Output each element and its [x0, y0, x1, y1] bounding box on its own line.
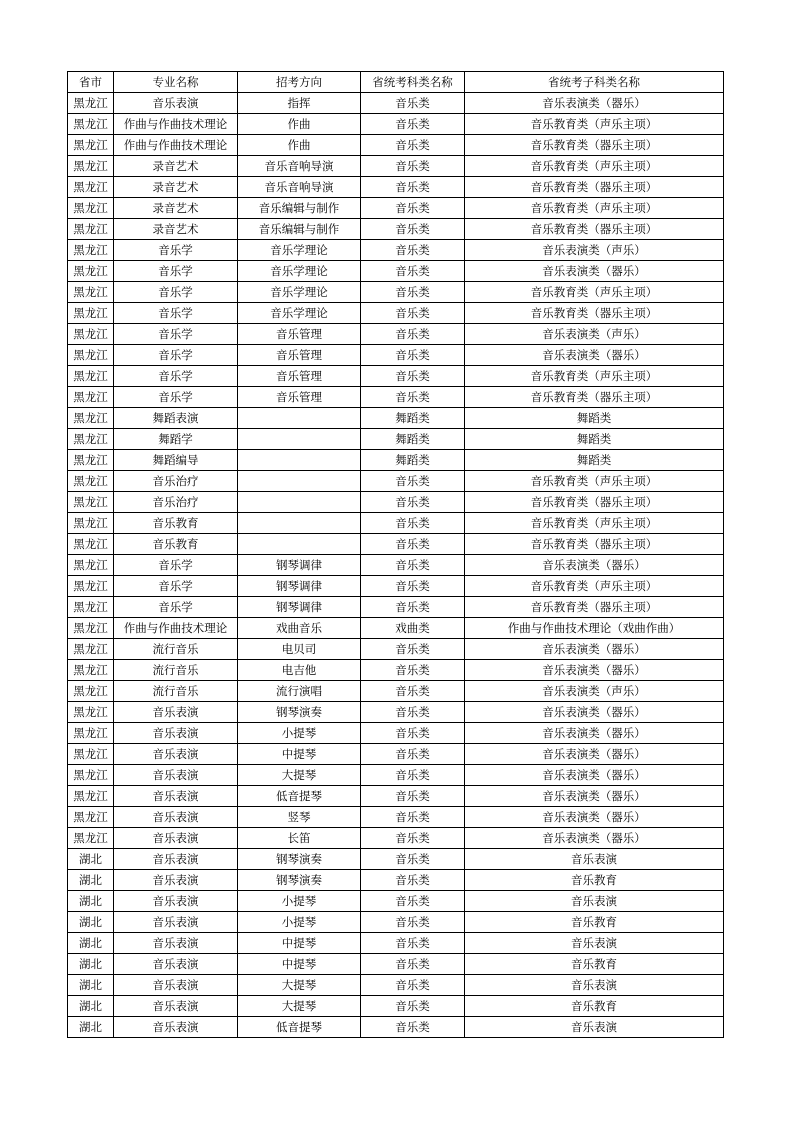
subcategory-cell: 音乐表演: [465, 849, 724, 870]
major-cell: 舞蹈表演: [114, 408, 238, 429]
table-row: [68, 912, 724, 933]
province-cell: 黑龙江: [68, 114, 114, 135]
table-row: [68, 555, 724, 576]
direction-cell: [238, 471, 361, 492]
subcategory-cell: 音乐表演类（声乐）: [465, 240, 724, 261]
table-row: [68, 660, 724, 681]
direction-cell: 音乐管理: [238, 366, 361, 387]
category-cell: 音乐类: [361, 366, 465, 387]
province-cell: 湖北: [68, 933, 114, 954]
category-cell: 音乐类: [361, 555, 465, 576]
table-row: [68, 702, 724, 723]
direction-cell: 钢琴演奏: [238, 849, 361, 870]
header-row: [68, 72, 724, 93]
category-cell: 舞蹈类: [361, 450, 465, 471]
direction-cell: 大提琴: [238, 996, 361, 1017]
direction-cell: 大提琴: [238, 975, 361, 996]
table-row: [68, 114, 724, 135]
province-cell: 黑龙江: [68, 261, 114, 282]
category-cell: 音乐类: [361, 303, 465, 324]
category-cell: 音乐类: [361, 324, 465, 345]
category-cell: 音乐类: [361, 282, 465, 303]
direction-cell: 音乐学理论: [238, 282, 361, 303]
province-cell: 黑龙江: [68, 534, 114, 555]
category-cell: 音乐类: [361, 387, 465, 408]
category-cell: 音乐类: [361, 513, 465, 534]
major-cell: 作曲与作曲技术理论: [114, 114, 238, 135]
category-cell: 音乐类: [361, 1017, 465, 1038]
table-row: [68, 303, 724, 324]
major-cell: 音乐学: [114, 261, 238, 282]
subcategory-cell: 音乐教育: [465, 870, 724, 891]
category-cell: 音乐类: [361, 261, 465, 282]
category-cell: 音乐类: [361, 114, 465, 135]
table-row: [68, 240, 724, 261]
subcategory-cell: 音乐表演类（器乐）: [465, 723, 724, 744]
province-cell: 黑龙江: [68, 807, 114, 828]
subcategory-cell: 音乐教育类（声乐主项）: [465, 156, 724, 177]
category-cell: 音乐类: [361, 492, 465, 513]
major-cell: 音乐学: [114, 555, 238, 576]
direction-cell: [238, 492, 361, 513]
subcategory-cell: 音乐表演类（器乐）: [465, 345, 724, 366]
direction-cell: 大提琴: [238, 765, 361, 786]
header-category: 省统考科类名称: [361, 72, 465, 93]
direction-cell: 钢琴调律: [238, 555, 361, 576]
subcategory-cell: 舞蹈类: [465, 408, 724, 429]
category-cell: 音乐类: [361, 723, 465, 744]
major-cell: 录音艺术: [114, 219, 238, 240]
province-cell: 黑龙江: [68, 597, 114, 618]
direction-cell: 音乐音响导演: [238, 177, 361, 198]
major-cell: 音乐教育: [114, 534, 238, 555]
subcategory-cell: 音乐表演类（器乐）: [465, 702, 724, 723]
subcategory-cell: 音乐教育类（器乐主项）: [465, 303, 724, 324]
direction-cell: 低音提琴: [238, 786, 361, 807]
category-cell: 音乐类: [361, 156, 465, 177]
major-cell: 音乐表演: [114, 870, 238, 891]
major-cell: 音乐学: [114, 324, 238, 345]
province-cell: 黑龙江: [68, 744, 114, 765]
subcategory-cell: 音乐表演类（器乐）: [465, 807, 724, 828]
category-cell: 音乐类: [361, 471, 465, 492]
subcategory-cell: 音乐表演: [465, 975, 724, 996]
province-cell: 黑龙江: [68, 429, 114, 450]
subcategory-cell: 音乐教育类（声乐主项）: [465, 282, 724, 303]
table-row: [68, 618, 724, 639]
direction-cell: 钢琴调律: [238, 597, 361, 618]
subcategory-cell: 音乐表演类（器乐）: [465, 828, 724, 849]
table-row: [68, 387, 724, 408]
category-cell: 音乐类: [361, 534, 465, 555]
province-cell: 黑龙江: [68, 177, 114, 198]
table-row: [68, 723, 724, 744]
table-row: [68, 345, 724, 366]
province-cell: 黑龙江: [68, 198, 114, 219]
direction-cell: [238, 408, 361, 429]
subcategory-cell: 音乐表演: [465, 933, 724, 954]
table-row: [68, 450, 724, 471]
table-row: [68, 849, 724, 870]
province-cell: 湖北: [68, 954, 114, 975]
table-row: [68, 891, 724, 912]
major-cell: 音乐治疗: [114, 492, 238, 513]
admissions-table: [67, 71, 724, 1038]
category-cell: 音乐类: [361, 849, 465, 870]
subcategory-cell: 音乐教育类（声乐主项）: [465, 513, 724, 534]
subcategory-cell: 音乐教育类（器乐主项）: [465, 135, 724, 156]
subcategory-cell: 音乐教育类（声乐主项）: [465, 471, 724, 492]
direction-cell: 电贝司: [238, 639, 361, 660]
direction-cell: 音乐管理: [238, 387, 361, 408]
major-cell: 音乐表演: [114, 996, 238, 1017]
major-cell: 作曲与作曲技术理论: [114, 618, 238, 639]
major-cell: 音乐表演: [114, 891, 238, 912]
subcategory-cell: 音乐教育类（器乐主项）: [465, 492, 724, 513]
province-cell: 黑龙江: [68, 303, 114, 324]
table-row: [68, 324, 724, 345]
province-cell: 湖北: [68, 996, 114, 1017]
province-cell: 黑龙江: [68, 387, 114, 408]
table-row: [68, 870, 724, 891]
direction-cell: 音乐学理论: [238, 261, 361, 282]
subcategory-cell: 音乐教育类（声乐主项）: [465, 114, 724, 135]
major-cell: 音乐学: [114, 387, 238, 408]
table-row: [68, 261, 724, 282]
subcategory-cell: 音乐教育类（器乐主项）: [465, 597, 724, 618]
major-cell: 音乐学: [114, 345, 238, 366]
province-cell: 湖北: [68, 975, 114, 996]
direction-cell: 指挥: [238, 93, 361, 114]
category-cell: 音乐类: [361, 681, 465, 702]
direction-cell: 钢琴演奏: [238, 702, 361, 723]
subcategory-cell: 音乐表演类（器乐）: [465, 744, 724, 765]
category-cell: 音乐类: [361, 576, 465, 597]
category-cell: 音乐类: [361, 219, 465, 240]
major-cell: 音乐表演: [114, 954, 238, 975]
category-cell: 音乐类: [361, 954, 465, 975]
category-cell: 音乐类: [361, 786, 465, 807]
category-cell: 音乐类: [361, 597, 465, 618]
subcategory-cell: 音乐表演类（器乐）: [465, 261, 724, 282]
province-cell: 黑龙江: [68, 471, 114, 492]
subcategory-cell: 音乐表演类（器乐）: [465, 765, 724, 786]
category-cell: 舞蹈类: [361, 408, 465, 429]
category-cell: 音乐类: [361, 135, 465, 156]
table-row: [68, 681, 724, 702]
subcategory-cell: 音乐表演类（器乐）: [465, 639, 724, 660]
major-cell: 音乐表演: [114, 1017, 238, 1038]
major-cell: 作曲与作曲技术理论: [114, 135, 238, 156]
direction-cell: 音乐音响导演: [238, 156, 361, 177]
direction-cell: 小提琴: [238, 723, 361, 744]
subcategory-cell: 音乐教育: [465, 954, 724, 975]
subcategory-cell: 音乐教育: [465, 912, 724, 933]
table-row: [68, 954, 724, 975]
province-cell: 湖北: [68, 912, 114, 933]
major-cell: 音乐表演: [114, 744, 238, 765]
province-cell: 黑龙江: [68, 450, 114, 471]
major-cell: 录音艺术: [114, 198, 238, 219]
subcategory-cell: 音乐表演: [465, 1017, 724, 1038]
major-cell: 音乐学: [114, 576, 238, 597]
direction-cell: [238, 534, 361, 555]
major-cell: 流行音乐: [114, 660, 238, 681]
major-cell: 音乐治疗: [114, 471, 238, 492]
subcategory-cell: 舞蹈类: [465, 450, 724, 471]
direction-cell: 小提琴: [238, 891, 361, 912]
table-row: [68, 744, 724, 765]
direction-cell: 小提琴: [238, 912, 361, 933]
province-cell: 黑龙江: [68, 702, 114, 723]
province-cell: 黑龙江: [68, 282, 114, 303]
category-cell: 音乐类: [361, 996, 465, 1017]
major-cell: 舞蹈学: [114, 429, 238, 450]
province-cell: 湖北: [68, 1017, 114, 1038]
major-cell: 音乐表演: [114, 849, 238, 870]
table-row: [68, 282, 724, 303]
direction-cell: 作曲: [238, 114, 361, 135]
category-cell: 音乐类: [361, 702, 465, 723]
table-row: [68, 408, 724, 429]
province-cell: 黑龙江: [68, 513, 114, 534]
subcategory-cell: 音乐表演类（器乐）: [465, 786, 724, 807]
table-row: [68, 765, 724, 786]
major-cell: 音乐表演: [114, 933, 238, 954]
table-row: [68, 807, 724, 828]
table-row: [68, 975, 724, 996]
direction-cell: 低音提琴: [238, 1017, 361, 1038]
subcategory-cell: 音乐表演: [465, 891, 724, 912]
major-cell: 音乐表演: [114, 807, 238, 828]
subcategory-cell: 舞蹈类: [465, 429, 724, 450]
direction-cell: 钢琴调律: [238, 576, 361, 597]
major-cell: 音乐表演: [114, 702, 238, 723]
subcategory-cell: 音乐表演类（器乐）: [465, 555, 724, 576]
province-cell: 湖北: [68, 891, 114, 912]
direction-cell: 中提琴: [238, 744, 361, 765]
table-row: [68, 513, 724, 534]
category-cell: 音乐类: [361, 345, 465, 366]
direction-cell: 中提琴: [238, 933, 361, 954]
subcategory-cell: 音乐表演类（器乐）: [465, 660, 724, 681]
category-cell: 音乐类: [361, 240, 465, 261]
province-cell: 黑龙江: [68, 408, 114, 429]
subcategory-cell: 音乐表演类（器乐）: [465, 93, 724, 114]
direction-cell: 音乐管理: [238, 324, 361, 345]
category-cell: 音乐类: [361, 891, 465, 912]
header-direction: 招考方向: [238, 72, 361, 93]
category-cell: 音乐类: [361, 933, 465, 954]
major-cell: 音乐表演: [114, 723, 238, 744]
category-cell: 音乐类: [361, 660, 465, 681]
major-cell: 音乐表演: [114, 975, 238, 996]
category-cell: 音乐类: [361, 828, 465, 849]
direction-cell: 作曲: [238, 135, 361, 156]
category-cell: 音乐类: [361, 807, 465, 828]
category-cell: 音乐类: [361, 198, 465, 219]
direction-cell: 戏曲音乐: [238, 618, 361, 639]
subcategory-cell: 音乐教育类（器乐主项）: [465, 219, 724, 240]
subcategory-cell: 音乐教育类（器乐主项）: [465, 387, 724, 408]
major-cell: 流行音乐: [114, 639, 238, 660]
table-row: [68, 534, 724, 555]
table-row: [68, 492, 724, 513]
major-cell: 音乐表演: [114, 828, 238, 849]
province-cell: 黑龙江: [68, 723, 114, 744]
major-cell: 音乐表演: [114, 786, 238, 807]
major-cell: 音乐学: [114, 303, 238, 324]
province-cell: 黑龙江: [68, 555, 114, 576]
province-cell: 黑龙江: [68, 660, 114, 681]
table-row: [68, 639, 724, 660]
table-row: [68, 828, 724, 849]
direction-cell: 音乐编辑与制作: [238, 219, 361, 240]
subcategory-cell: 音乐教育类（器乐主项）: [465, 534, 724, 555]
major-cell: 音乐学: [114, 282, 238, 303]
province-cell: 黑龙江: [68, 324, 114, 345]
province-cell: 黑龙江: [68, 135, 114, 156]
category-cell: 舞蹈类: [361, 429, 465, 450]
province-cell: 黑龙江: [68, 828, 114, 849]
category-cell: 音乐类: [361, 870, 465, 891]
category-cell: 音乐类: [361, 765, 465, 786]
category-cell: 音乐类: [361, 975, 465, 996]
direction-cell: [238, 513, 361, 534]
category-cell: 音乐类: [361, 177, 465, 198]
table-row: [68, 219, 724, 240]
province-cell: 黑龙江: [68, 492, 114, 513]
province-cell: 湖北: [68, 870, 114, 891]
header-province: 省市: [68, 72, 114, 93]
table-row: [68, 177, 724, 198]
province-cell: 黑龙江: [68, 786, 114, 807]
major-cell: 音乐表演: [114, 912, 238, 933]
subcategory-cell: 音乐教育类（器乐主项）: [465, 177, 724, 198]
major-cell: 音乐学: [114, 366, 238, 387]
table-row: [68, 576, 724, 597]
table-body: [68, 93, 724, 1038]
direction-cell: [238, 429, 361, 450]
major-cell: 音乐学: [114, 597, 238, 618]
table-row: [68, 135, 724, 156]
major-cell: 舞蹈编导: [114, 450, 238, 471]
direction-cell: 流行演唱: [238, 681, 361, 702]
province-cell: 黑龙江: [68, 366, 114, 387]
province-cell: 黑龙江: [68, 639, 114, 660]
direction-cell: 音乐管理: [238, 345, 361, 366]
table-row: [68, 471, 724, 492]
subcategory-cell: 音乐表演类（声乐）: [465, 324, 724, 345]
direction-cell: 竖琴: [238, 807, 361, 828]
table-row: [68, 933, 724, 954]
direction-cell: 电吉他: [238, 660, 361, 681]
header-major: 专业名称: [114, 72, 238, 93]
province-cell: 黑龙江: [68, 765, 114, 786]
category-cell: 音乐类: [361, 912, 465, 933]
province-cell: 黑龙江: [68, 681, 114, 702]
table-row: [68, 597, 724, 618]
table-row: [68, 1017, 724, 1038]
province-cell: 黑龙江: [68, 156, 114, 177]
direction-cell: [238, 450, 361, 471]
province-cell: 黑龙江: [68, 93, 114, 114]
major-cell: 音乐表演: [114, 765, 238, 786]
table-row: [68, 198, 724, 219]
major-cell: 录音艺术: [114, 177, 238, 198]
province-cell: 湖北: [68, 849, 114, 870]
direction-cell: 音乐学理论: [238, 303, 361, 324]
table-row: [68, 429, 724, 450]
subcategory-cell: 音乐教育类（声乐主项）: [465, 366, 724, 387]
direction-cell: 中提琴: [238, 954, 361, 975]
province-cell: 黑龙江: [68, 576, 114, 597]
major-cell: 音乐教育: [114, 513, 238, 534]
major-cell: 录音艺术: [114, 156, 238, 177]
table-row: [68, 996, 724, 1017]
table-row: [68, 786, 724, 807]
table-row: [68, 156, 724, 177]
province-cell: 黑龙江: [68, 345, 114, 366]
subcategory-cell: 音乐教育: [465, 996, 724, 1017]
table-row: [68, 93, 724, 114]
subcategory-cell: 作曲与作曲技术理论（戏曲作曲）: [465, 618, 724, 639]
header-subcategory: 省统考子科类名称: [465, 72, 724, 93]
province-cell: 黑龙江: [68, 618, 114, 639]
direction-cell: 音乐编辑与制作: [238, 198, 361, 219]
province-cell: 黑龙江: [68, 240, 114, 261]
table-row: [68, 366, 724, 387]
category-cell: 音乐类: [361, 744, 465, 765]
subcategory-cell: 音乐教育类（声乐主项）: [465, 576, 724, 597]
major-cell: 音乐学: [114, 240, 238, 261]
major-cell: 音乐表演: [114, 93, 238, 114]
direction-cell: 长笛: [238, 828, 361, 849]
major-cell: 流行音乐: [114, 681, 238, 702]
category-cell: 戏曲类: [361, 618, 465, 639]
category-cell: 音乐类: [361, 639, 465, 660]
direction-cell: 音乐学理论: [238, 240, 361, 261]
subcategory-cell: 音乐表演类（声乐）: [465, 681, 724, 702]
subcategory-cell: 音乐教育类（声乐主项）: [465, 198, 724, 219]
direction-cell: 钢琴演奏: [238, 870, 361, 891]
province-cell: 黑龙江: [68, 219, 114, 240]
category-cell: 音乐类: [361, 93, 465, 114]
